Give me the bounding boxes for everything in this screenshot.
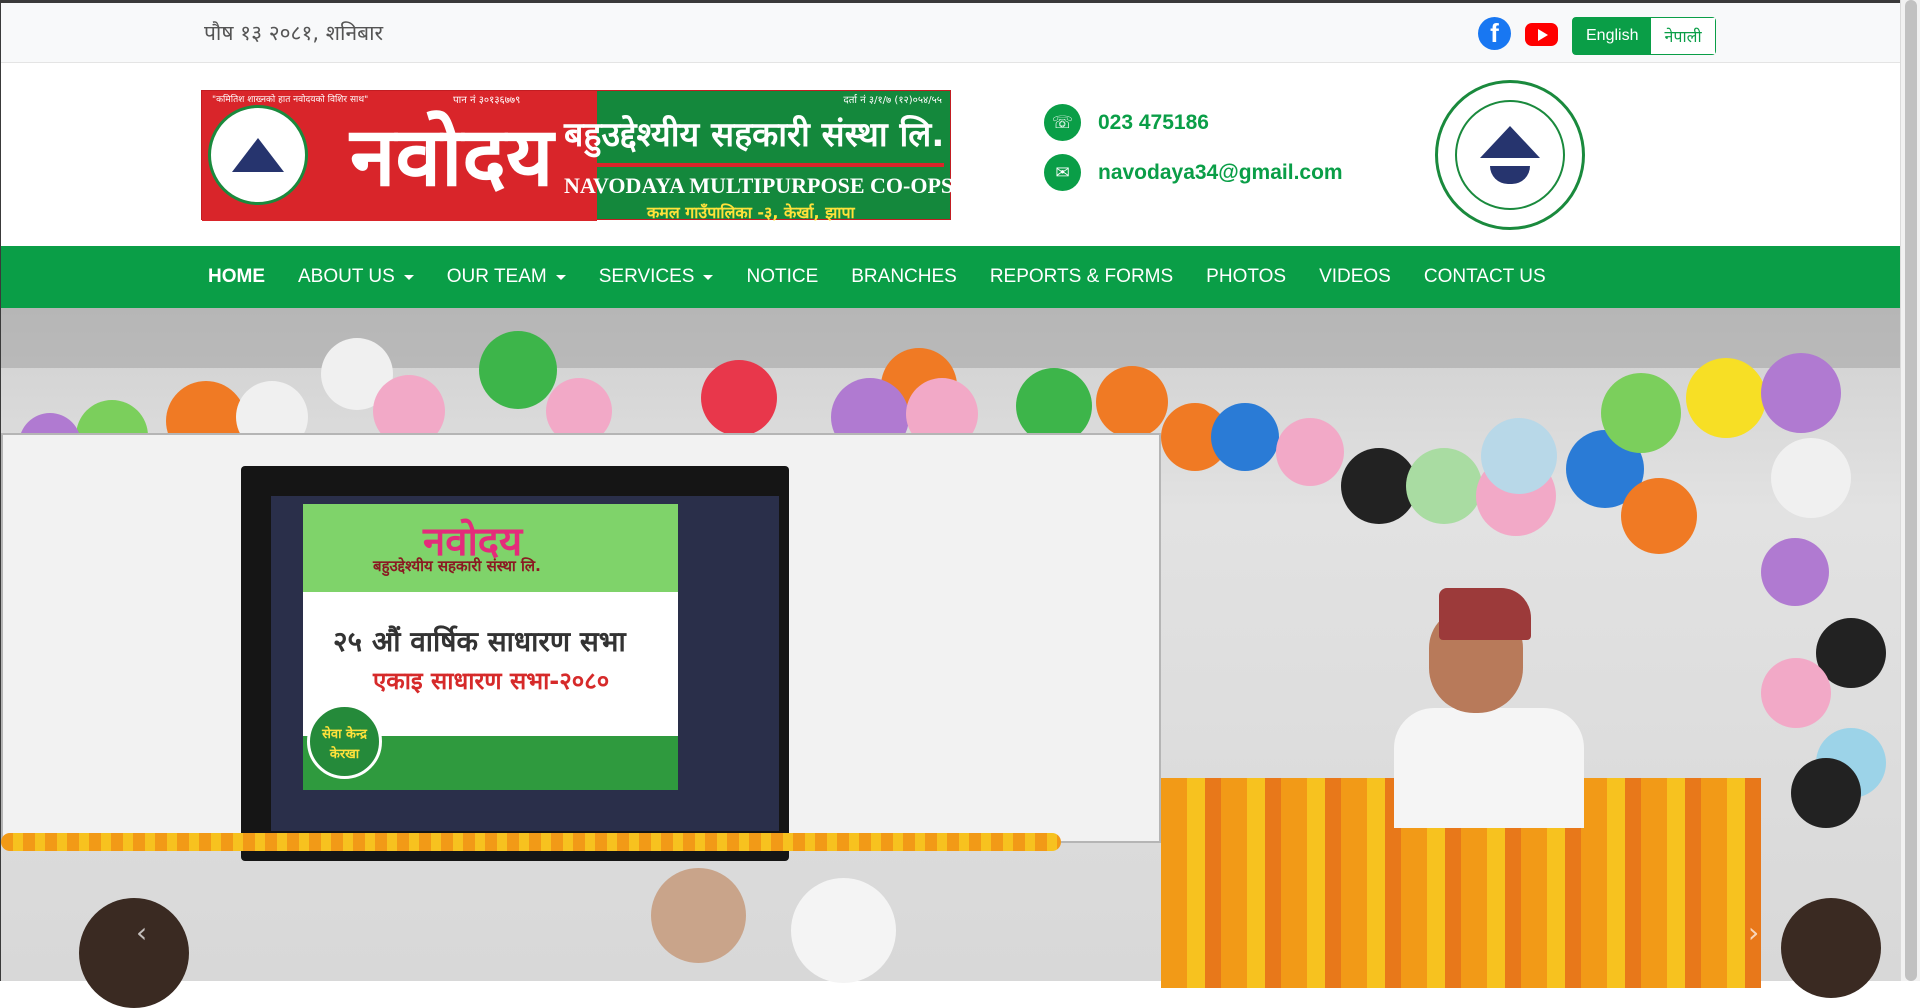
nav-notice[interactable] [746, 266, 818, 288]
poster-badge: सेवा केन्द्र केरखा [307, 704, 382, 779]
audience-person [79, 898, 189, 1008]
audience-person [1781, 898, 1881, 998]
balloon [1791, 758, 1861, 828]
top-bar [1, 0, 1900, 63]
phone-number[interactable]: 023 475186 [1098, 110, 1209, 134]
banner-nepali-name: बहुउद्देश्यीय सहकारी संस्था लि. [564, 115, 945, 155]
balloon [479, 331, 557, 409]
contact-email [1044, 154, 1343, 191]
nav-contact-us[interactable] [1424, 266, 1546, 288]
nav-videos[interactable] [1319, 266, 1391, 288]
banner-pan-number: पान नं ३०१३६७७९ [453, 95, 521, 106]
phone-icon: ☏ [1044, 104, 1081, 141]
nav-branches[interactable] [851, 266, 957, 288]
banner-seal-icon [208, 105, 308, 205]
balloon [1276, 418, 1344, 486]
audience-person [651, 868, 746, 963]
caret-down-icon [556, 275, 566, 280]
balloon [1211, 403, 1279, 471]
banner-english-name: NAVODAYA MULTIPURPOSE CO-OPS LTD. [564, 173, 1008, 198]
mountain-icon [1480, 126, 1540, 158]
current-date: पौष १३ २०८१, शनिबार [204, 21, 384, 45]
hands-icon [1490, 166, 1530, 184]
seal-inner [1455, 100, 1565, 210]
nav-videos-label: VIDEOS [1319, 266, 1391, 287]
nav-photos[interactable] [1206, 266, 1286, 288]
nav-home-label: HOME [208, 266, 265, 287]
nav-home[interactable] [208, 266, 265, 288]
cooperative-seal-logo [1435, 80, 1585, 230]
slider-prev-arrow[interactable]: ‹ [136, 916, 148, 949]
speaker-dhaka-topi [1439, 588, 1531, 640]
agm-poster [303, 504, 678, 790]
hero-slider[interactable] [1, 308, 1900, 981]
speaker-body [1394, 708, 1584, 828]
nav-reports-forms-label: REPORTS & FORMS [989, 266, 1174, 287]
nav-notice-label: NOTICE [746, 266, 819, 287]
lang-nepali-button[interactable]: नेपाली [1651, 18, 1714, 54]
flower-garland [1, 833, 1061, 851]
nav-about-us-label: ABOUT US [298, 266, 395, 287]
nav-our-team[interactable] [447, 266, 566, 288]
balloon [1601, 373, 1681, 453]
nav-about-us[interactable] [298, 266, 414, 288]
slide-ceiling [1, 308, 1900, 368]
banner-logo-word: नवोदय [350, 109, 554, 205]
caret-down-icon [703, 275, 713, 280]
presentation-screen [241, 466, 789, 861]
banner-registration: दर्ता नं ३/१/७ (१२)०५४/५५ [843, 95, 942, 106]
youtube-icon[interactable] [1525, 23, 1558, 46]
banner-slogan: "कमितिश शाख्नको हात नवोदयको विशिर साथ" [212, 95, 369, 105]
poster-line-1: २५ औं वार्षिक साधारण सभा [333, 625, 626, 658]
banner-address: कमल गाउँपालिका -३, केर्खा, झापा [647, 203, 855, 222]
nav-branches-label: BRANCHES [851, 266, 957, 287]
nav-photos-label: PHOTOS [1206, 266, 1287, 287]
poster-line-2: एकाइ साधारण सभा-२०८० [373, 667, 610, 695]
audience-person [791, 878, 896, 983]
nav-our-team-label: OUR TEAM [446, 266, 547, 287]
language-switcher [1572, 17, 1716, 55]
page-scrollbar[interactable] [1900, 0, 1920, 981]
poster-title: नवोदय [423, 519, 523, 565]
balloon [1761, 658, 1831, 728]
balloon [1481, 418, 1557, 494]
caret-down-icon [404, 275, 414, 280]
banner-divider [564, 163, 944, 167]
nav-services[interactable] [599, 266, 714, 288]
balloon [701, 360, 777, 436]
nav-services-label: SERVICES [598, 266, 695, 287]
poster-subtitle: बहुउद्देश्यीय सहकारी संस्था लि. [373, 557, 541, 575]
email-icon: ✉ [1044, 154, 1081, 191]
facebook-icon[interactable]: f [1478, 17, 1511, 50]
nav-reports-forms[interactable] [990, 266, 1173, 288]
main-navigation [1, 246, 1900, 308]
nav-contact-us-label: CONTACT US [1423, 266, 1546, 287]
balloon [1621, 478, 1697, 554]
balloon [1771, 438, 1851, 518]
balloon [1096, 366, 1168, 438]
balloon [1761, 353, 1841, 433]
balloon [1761, 538, 1829, 606]
site-logo-banner[interactable] [201, 90, 1008, 222]
balloon [1406, 448, 1482, 524]
lang-english-button[interactable]: English [1573, 18, 1651, 54]
balloon [1686, 358, 1766, 438]
email-address[interactable]: navodaya34@gmail.com [1098, 160, 1343, 184]
slider-next-arrow[interactable]: › [1748, 916, 1760, 949]
site-header [1, 64, 1900, 246]
contact-phone [1044, 104, 1209, 141]
scrollbar-thumb[interactable] [1905, 0, 1917, 981]
